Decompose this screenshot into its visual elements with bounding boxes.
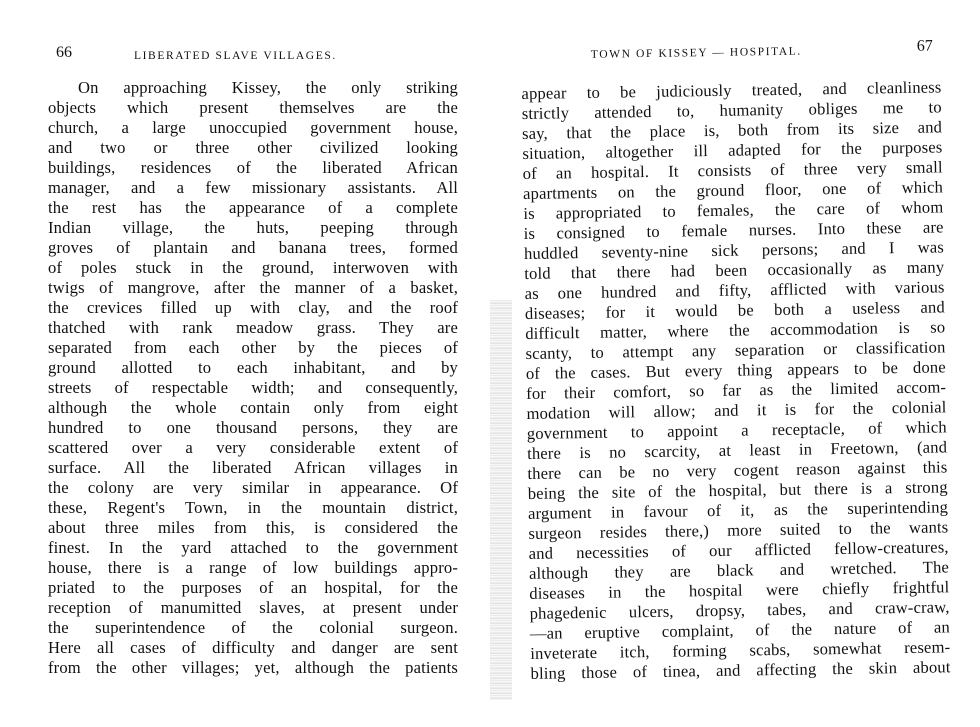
text-line: situation, altogether ill adapted for the purposes	[522, 137, 943, 163]
text-line: huddled seventy-nine sick persons; and I was	[523, 237, 945, 263]
text-line: groves of plantain and banana trees, formed	[48, 238, 458, 257]
text-line: objects which present themselves are the	[48, 98, 458, 117]
text-line: separated from each other by the pieces of	[48, 338, 458, 357]
text-line: strictly attended to, humanity obliges me to	[521, 97, 942, 123]
text-line: apartments on the ground floor, one of which	[522, 177, 944, 203]
text-line: there can be no very cogent reason against this	[527, 457, 948, 483]
text-line: for their comfort, so far as the limited accom-	[526, 377, 947, 403]
text-line: told that there had been occasionally as many	[524, 257, 945, 283]
text-line: inveterate itch, forming scabs, somewhat resem-	[530, 637, 951, 663]
text-line: say, that the place is, both from its size and	[521, 117, 943, 143]
text-line: the rest has the appearance of a complete	[48, 198, 458, 217]
text-line: appear to be judiciously treated, and cleanliness	[521, 77, 942, 103]
text-line: is consigned to female nurses. Into these are	[523, 217, 944, 243]
text-line: house, there is a range of low buildings appro-	[48, 558, 458, 577]
text-line: reception of manumitted slaves, at present under	[48, 598, 458, 617]
text-line: ground allotted to each inhabitant, and by	[48, 358, 458, 377]
text-line: from the other villages; yet, although the patients	[48, 658, 458, 677]
text-line: there is no scarcity, at least in Freetown, (and	[526, 437, 948, 463]
text-line: the crevices filled up with clay, and the roof	[48, 298, 458, 317]
text-line: government to appoint a receptacle, of which	[526, 417, 947, 443]
text-line: finest. In the yard attached to the government	[48, 538, 458, 557]
text-line: difficult matter, where the accommodation is so	[525, 317, 946, 343]
text-line: diseases in the hospital were chiefly frightful	[529, 577, 950, 603]
text-line: and two or three other civilized looking	[48, 138, 458, 157]
text-line: being the site of the hospital, but there is a strong	[527, 477, 948, 503]
left-head-title: LIBERATED SLAVE VILLAGES.	[134, 50, 337, 62]
text-line: surface. All the liberated African villages in	[48, 458, 458, 477]
left-body-text	[48, 78, 458, 678]
text-line: of poles stuck in the ground, interwoven with	[48, 258, 458, 277]
text-line: thatched with rank meadow grass. They are	[48, 318, 458, 337]
text-line: streets of respectable width; and consequently,	[48, 378, 458, 397]
text-line: Here all cases of difficulty and danger are sent	[48, 638, 458, 657]
text-line: manager, and a few missionary assistants. All	[48, 178, 458, 197]
text-line: of the cases. But every thing appears to be done	[525, 357, 946, 383]
text-line: is appropriated to females, the care of whom	[523, 197, 944, 223]
text-line: diseases; for it would be both a useless and	[524, 297, 946, 323]
text-line: and necessities of our afflicted fellow-creatures,	[528, 537, 949, 563]
right-page-number: 67	[916, 37, 933, 55]
text-line: bling those of tinea, and affecting the skin about	[530, 657, 951, 683]
right-body-text	[521, 77, 950, 684]
text-line: argument in favour of it, as the superintending	[527, 497, 949, 523]
book-gutter	[490, 300, 512, 700]
text-line: these, Regent's Town, in the mountain district,	[48, 498, 458, 517]
text-line: On approaching Kissey, the only striking	[78, 78, 458, 97]
text-line: phagedenic ulcers, dropsy, tabes, and craw-craw,	[529, 597, 950, 623]
text-line: priated to the purposes of an hospital, for the	[48, 578, 458, 597]
text-line: church, a large unoccupied government house,	[48, 118, 458, 137]
text-line: of an hospital. It consists of three very small	[522, 157, 943, 183]
text-line: although the whole contain only from eight	[48, 398, 458, 417]
text-line: although they are black and wretched. The	[528, 557, 950, 583]
text-line: scanty, to attempt any separation or classification	[525, 337, 946, 363]
left-page-number: 66	[56, 44, 72, 61]
text-line: as one hundred and fifty, afflicted with various	[524, 277, 945, 303]
text-line: modation will allow; and it is for the colonial	[526, 397, 947, 423]
text-line: Indian village, the huts, peeping through	[48, 218, 458, 237]
text-line: the colony are very similar in appearance. Of	[48, 478, 458, 497]
text-line: —an eruptive complaint, of the nature of an	[529, 617, 951, 643]
text-line: twigs of mangrove, after the manner of a basket,	[48, 278, 458, 297]
text-line: buildings, residences of the liberated African	[48, 158, 458, 177]
right-running-head	[521, 37, 941, 68]
text-line: about three miles from this, is considered the	[48, 518, 458, 537]
left-running-head	[48, 44, 458, 68]
right-head-title: TOWN OF KISSEY — HOSPITAL.	[590, 45, 802, 61]
text-line: surgeon resides there,) more suited to the wants	[528, 517, 949, 543]
text-line: scattered over a very considerable extent of	[48, 438, 458, 457]
text-line: the superintendence of the colonial surgeon.	[48, 618, 458, 637]
text-line: hundred to one thousand persons, they are	[48, 418, 458, 437]
